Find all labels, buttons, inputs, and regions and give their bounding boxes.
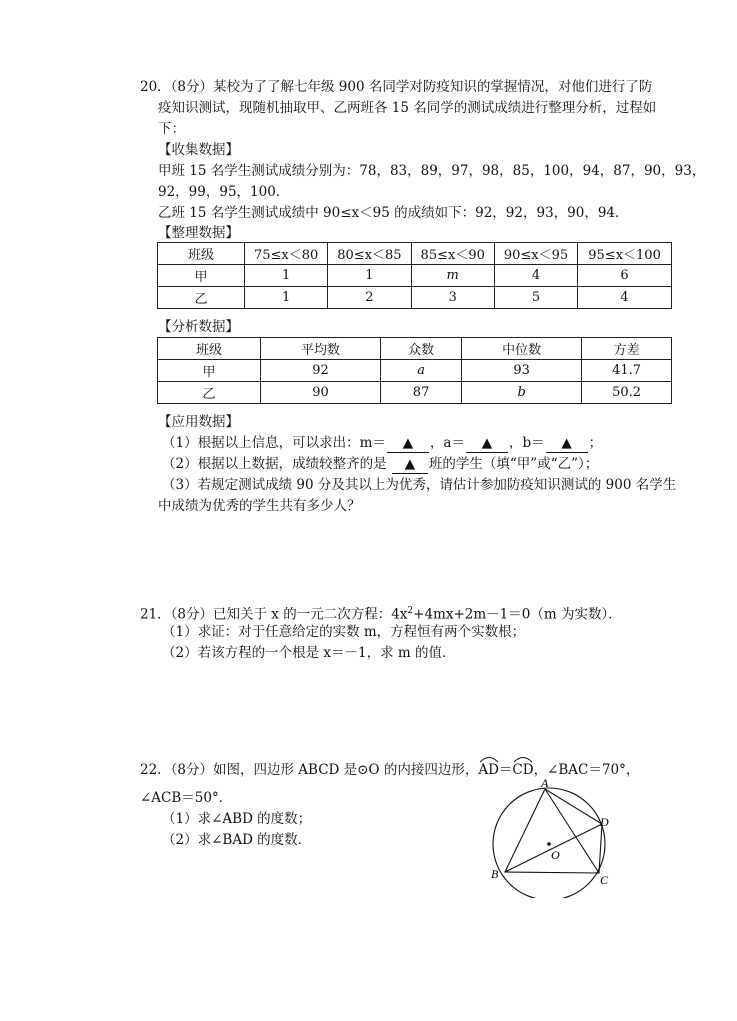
table-cell: 班级 — [158, 243, 245, 265]
class-b-scores: 乙班 15 名学生测试成绩中 90≤x＜95 的成绩如下：92，92，93，90，94． — [158, 205, 629, 221]
table-cell: 41.7 — [582, 360, 672, 382]
table-row — [158, 287, 672, 309]
q20-part-2-text: （2）根据以上数据，成绩较整齐的是 — [162, 456, 387, 472]
table-cell: 1 — [245, 287, 328, 309]
table-cell: 1 — [328, 265, 411, 287]
q21-text: 21．（8分）已知关于 x 的一元二次方程：4x — [140, 606, 408, 623]
table-cell: a — [381, 360, 462, 382]
label-o: O — [551, 848, 560, 862]
table-cell: 甲 — [158, 360, 261, 382]
q20-part-3-line-1: （3）若规定测试成绩 90 分及其以上为优秀，请估计参加防疫知识测试的 900 名学生 — [162, 477, 677, 493]
table-cell: 95≤x＜100 — [578, 243, 672, 265]
center-point — [547, 842, 551, 846]
table-cell: 6 — [578, 265, 672, 287]
q20-part-1-text: ，a＝ — [429, 435, 465, 451]
q21-exponent: 2 — [407, 606, 414, 616]
q20-part-1-text: （1）根据以上信息，可以求出：m＝ — [162, 435, 386, 451]
arc-icon — [513, 755, 533, 763]
circle-quadrilateral-figure — [480, 778, 630, 898]
q22-line-2: ∠ACB＝50°． — [140, 790, 233, 806]
table-cell: 1 — [245, 265, 328, 287]
table-cell: 75≤x＜80 — [245, 243, 328, 265]
q22-text: 22．（8分）如图，四边形 ABCD 是⊙O 的内接四边形， — [140, 762, 479, 778]
q22-text: ，∠BAC＝70°， — [533, 762, 640, 778]
table-cell: 85≤x＜90 — [411, 243, 494, 265]
table-cell: 4 — [494, 265, 577, 287]
q22-line-1 — [140, 761, 639, 779]
table-cell: 80≤x＜85 — [328, 243, 411, 265]
table-cell: 中位数 — [462, 338, 582, 360]
answer-blank-m[interactable]: ▲ — [387, 434, 429, 453]
q20-part-1-text: ； — [588, 435, 603, 451]
arc-cd-label: CD — [512, 762, 534, 778]
q20-line-3: 下： — [158, 121, 185, 137]
table-cell: 5 — [494, 287, 577, 309]
table-row — [158, 360, 672, 382]
q20-line-1: 20．（8分）某校为了了解七年级 900 名同学对防疫知识的掌握情况，对他们进行了防 — [140, 79, 653, 95]
arc-ad-label: AD — [478, 762, 499, 778]
class-a-scores-line-1: 甲班 15 名学生测试成绩分别为：78，83，89，97，98，85，100，94，87，90，93， — [158, 163, 706, 179]
q20-part-3-line-2: 中成绩为优秀的学生共有多少人？ — [158, 498, 361, 514]
table-cell: 3 — [411, 287, 494, 309]
arc-icon — [479, 755, 499, 763]
statistics-table-header — [158, 338, 672, 360]
table-cell: m — [411, 265, 494, 287]
table-cell: b — [462, 382, 582, 404]
table-cell: 50.2 — [582, 382, 672, 404]
frequency-table — [157, 242, 672, 309]
answer-blank-b[interactable]: ▲ — [546, 434, 588, 453]
q21-text: +4mx+2m－1＝0（m 为实数）． — [413, 606, 622, 623]
class-a-scores-line-2: 92，99，95，100． — [158, 184, 290, 200]
table-cell: 乙 — [158, 382, 261, 404]
table-row — [158, 265, 672, 287]
table-cell: 众数 — [381, 338, 462, 360]
table-cell: 平均数 — [261, 338, 381, 360]
label-b: B — [491, 867, 499, 881]
q20-line-2: 疫知识测试，现随机抽取甲、乙两班各 15 名同学的测试成绩进行整理分析，过程如 — [158, 100, 657, 116]
label-a: A — [541, 778, 549, 790]
heading-apply-data: 【应用数据】 — [158, 414, 239, 430]
table-cell: 2 — [328, 287, 411, 309]
label-c: C — [600, 873, 609, 887]
heading-organize-data: 【整理数据】 — [158, 225, 239, 241]
table-cell: 甲 — [158, 265, 245, 287]
table-cell: 班级 — [158, 338, 261, 360]
q21-part-1: （1）求证：对于任意给定的实数 m，方程恒有两个实数根； — [162, 624, 526, 640]
table-row — [158, 382, 672, 404]
table-cell: 87 — [381, 382, 462, 404]
q20-part-2 — [162, 455, 598, 474]
q20-part-1 — [162, 434, 602, 453]
q21-part-2: （2）若该方程的一个根是 x＝－1，求 m 的值． — [162, 645, 456, 661]
table-cell: 乙 — [158, 287, 245, 309]
table-cell: 92 — [261, 360, 381, 382]
answer-blank-a[interactable]: ▲ — [466, 434, 508, 453]
table-cell: 4 — [578, 287, 672, 309]
table-cell: 90≤x＜95 — [494, 243, 577, 265]
table-cell: 90 — [261, 382, 381, 404]
q20-part-1-text: ，b＝ — [508, 435, 545, 451]
q22-part-2: （2）求∠BAD 的度数． — [162, 832, 312, 848]
label-d: D — [600, 815, 609, 829]
q22-text: ＝ — [498, 762, 513, 778]
q22-part-1: （1）求∠ABD 的度数； — [162, 811, 312, 827]
heading-collect-data: 【收集数据】 — [158, 142, 239, 158]
table-cell: 方差 — [582, 338, 672, 360]
answer-blank-class[interactable]: ▲ — [392, 455, 428, 474]
heading-analyze-data: 【分析数据】 — [158, 319, 239, 335]
table-cell: 93 — [462, 360, 582, 382]
frequency-table-header — [158, 243, 672, 265]
statistics-table — [157, 337, 672, 404]
q20-part-2-text: 班的学生（填“甲”或“乙”）； — [428, 456, 599, 472]
q21-line-1 — [140, 602, 622, 624]
arc-ad — [478, 761, 499, 779]
arc-cd — [512, 761, 533, 779]
